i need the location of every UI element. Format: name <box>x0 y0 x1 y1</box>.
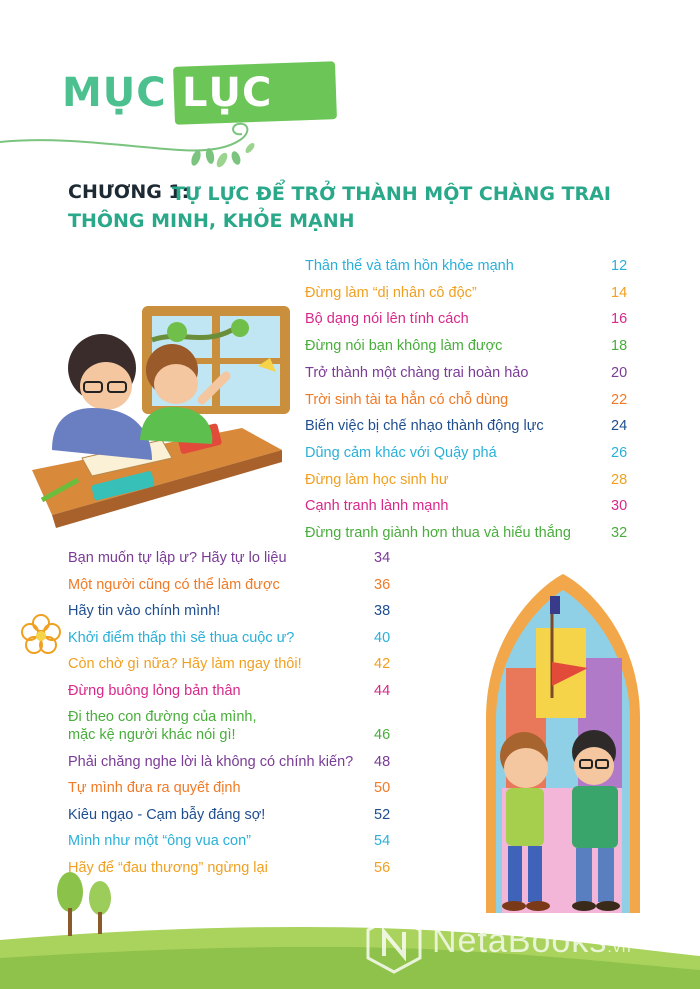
toc-item-title: Đi theo con đường của mình, <box>68 709 257 725</box>
toc-item-title: Hãy tin vào chính mình! <box>68 603 221 619</box>
toc-item-page: 40 <box>374 629 391 646</box>
toc-item-title: Đừng tranh giành hơn thua và hiếu thắng <box>305 525 571 541</box>
toc-item-title: Kiêu ngạo - Cạm bẫy đáng sợ! <box>68 806 266 823</box>
toc-item-page: 24 <box>611 418 628 435</box>
toc-item-page: 14 <box>611 284 628 301</box>
toc-item-title: Biến việc bị chế nhạo thành động lực <box>305 418 544 435</box>
title-word-luc: LỤC <box>182 70 273 116</box>
toc-item-page: 38 <box>374 603 391 619</box>
toc-item-title: Phải chăng nghe lời là không có chính kiến? <box>68 753 354 770</box>
vine-icon <box>0 118 270 178</box>
toc-item-title: Cạnh tranh lành mạnh <box>305 498 449 515</box>
toc-item-page: 48 <box>374 753 391 770</box>
watermark-tld: .vn <box>607 939 632 956</box>
toc-item-page: 20 <box>611 364 628 381</box>
toc-lower-list <box>68 550 398 880</box>
toc-item-page: 34 <box>374 550 391 566</box>
watermark <box>432 922 632 961</box>
toc-item-title: Bạn muốn tự lập ư? Hãy tự lo liệu <box>68 550 287 566</box>
toc-item-page: 16 <box>611 311 628 328</box>
toc-item-title: Một người cũng có thể làm được <box>68 576 280 593</box>
toc-item-title: Tự mình đưa ra quyết định <box>68 780 241 796</box>
toc-item-page: 42 <box>374 656 391 672</box>
toc-item-page: 26 <box>611 444 628 461</box>
toc-item-page: 22 <box>611 391 628 408</box>
toc-item-page: 28 <box>611 471 628 488</box>
toc-item-title: Trời sinh tài ta hẳn có chỗ dùng <box>305 391 509 408</box>
chapter-title-text: TỰ LỰC ĐỂ TRỞ THÀNH MỘT CHÀNG TRAI THÔNG MINH, KHỎE MẠNH <box>68 183 611 232</box>
toc-item-page: 36 <box>374 576 391 593</box>
boys-reading-illustration <box>12 300 302 535</box>
tree-icon <box>52 870 122 940</box>
toc-item-page: 32 <box>611 525 628 541</box>
title-word-muc: MỤC <box>62 70 167 116</box>
toc-item-page: 50 <box>374 780 391 796</box>
toc-item-page: 56 <box>374 859 391 876</box>
toc-item-title: Đừng nói bạn không làm được <box>305 338 503 355</box>
toc-item-title: Hãy để “đau thương” ngừng lại <box>68 859 268 876</box>
toc-item-title: Còn chờ gì nữa? Hãy làm ngay thôi! <box>68 656 302 672</box>
toc-upper-list <box>305 258 635 548</box>
toc-item-page: 52 <box>374 806 391 823</box>
toc-item-title: Bộ dạng nói lên tính cách <box>305 311 469 328</box>
toc-item-title: Mình như một “ông vua con” <box>68 833 251 849</box>
chapter-title <box>68 181 648 235</box>
toc-item-page: 12 <box>611 258 628 274</box>
toc-item-title: Đừng làm học sinh hư <box>305 471 449 488</box>
toc-item-page: 54 <box>374 833 391 849</box>
chapter-label: CHƯƠNG 1: <box>68 181 190 203</box>
toc-item-title: Trở thành một chàng trai hoàn hảo <box>305 364 529 381</box>
flower-icon <box>18 612 64 658</box>
toc-item-page: 30 <box>611 498 628 515</box>
toc-item-page: 44 <box>374 682 391 699</box>
toc-item-title-line2: mặc kệ người khác nói gì! <box>68 727 236 743</box>
toc-item-title: Đừng buông lỏng bản thân <box>68 682 241 699</box>
toc-item-title: Đừng làm “dị nhân cô độc” <box>305 284 477 301</box>
toc-item-title: Thân thể và tâm hồn khỏe mạnh <box>305 258 514 274</box>
books-logo-icon <box>366 914 422 974</box>
watermark-brand: NetaBooks <box>432 922 608 960</box>
toc-item-title: Khởi điểm thấp thì sẽ thua cuộc ư? <box>68 629 295 646</box>
toc-item-title: Dũng cảm khác với Quậy phá <box>305 444 497 461</box>
toc-item-page: 18 <box>611 338 628 355</box>
toc-item-page: 46 <box>374 727 391 743</box>
